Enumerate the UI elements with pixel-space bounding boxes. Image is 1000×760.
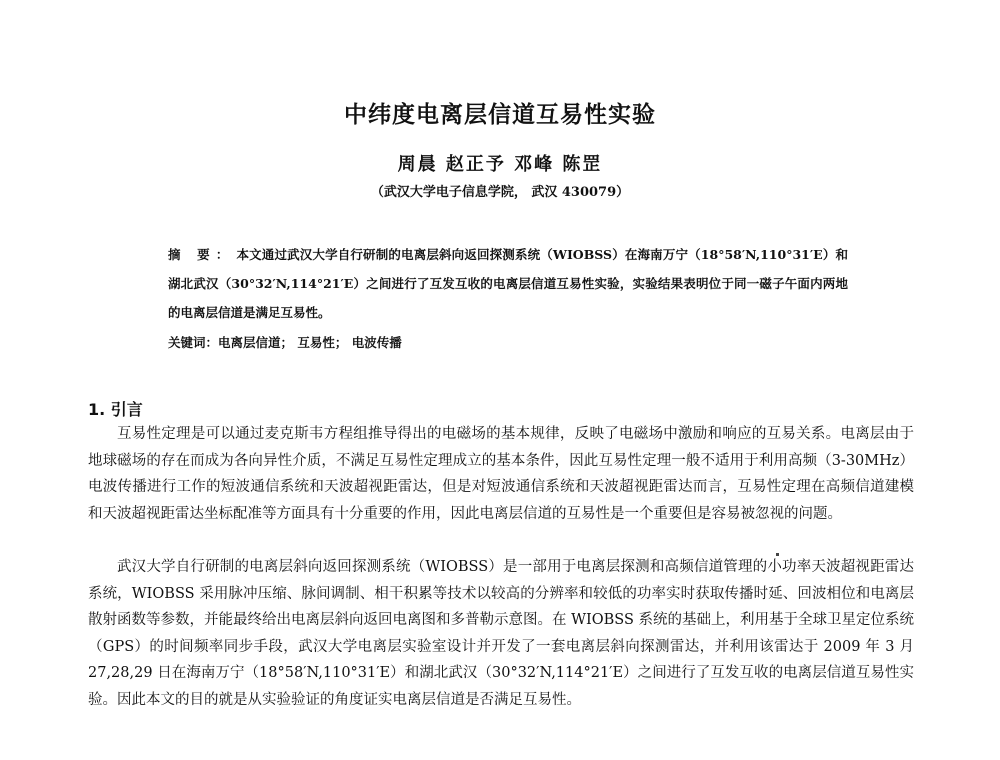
keywords-label: 关键词： [168, 335, 219, 350]
keywords [168, 333, 848, 351]
abstract [168, 240, 848, 327]
abstract-text: 本文通过武汉大学自行研制的电离层斜向返回探测系统（WIOBSS）在海南万宁（18°58′N,110°31′E）和湖北武汉（30°32′N,114°21′E）之间进行了互发互收的电离层信道互易性实验，实验结果表明位于同一磁子午面内两地的电离层信道是满足互易性。 [168, 247, 848, 320]
affiliation: （武汉大学电子信息学院， 武汉 430079） [370, 185, 630, 200]
paper-title: 中纬度电离层信道互易性实验 [344, 102, 656, 128]
abstract-label: 摘 要： [168, 247, 235, 262]
section-heading: 1. 引言 [88, 400, 143, 419]
body-paragraph-2: 武汉大学自行研制的电离层斜向返回探测系统（WIOBSS）是一部用于电离层探测和高频信道管理的小功率天波超视距雷达系统，WIOBSS 采用脉冲压缩、脉间调制、相干积累等技术以较高的分辨率和较低的功率实时获取传播时延、回波相位和电离层散射函数等参数，并能最终给出电离层斜向返回电离图和多普勒示意图。在 WIOBSS 系统的基础上，利用基于全球卫星定位系统（GPS）的时间频率同步手段，武汉大学电离层实验室设计并开发了一套电离层斜向探测雷达，并利用该雷达于 2009 年 3 月 27,28,29 日在海南万宁（18°58′N,110°31′E）和湖北武汉（30°32′N,114°21′E）之间进行了互发互收的电离层信道互易性实验。因此本文的目的就是从实验验证的角度证实电离层信道是否满足互易性。 [88, 559, 914, 708]
body-paragraph-1: 互易性定理是可以通过麦克斯韦方程组推导得出的电磁场的基本规律，反映了电磁场中激励和响应的互易关系。电离层由于地球磁场的存在而成为各向异性介质，不满足互易性定理成立的基本条件，因此互易性定理一般不适用于利用高频（3-30MHz）电波传播进行工作的短波通信系统和天波超视距雷达，但是对短波通信系统和天波超视距雷达而言，互易性定理在高频信道建模和天波超视距雷达坐标配准等方面具有十分重要的作用，因此电离层信道的互易性是一个重要但是容易被忽视的问题。 [88, 426, 914, 522]
authors: 周晨 赵正予 邓峰 陈罡 [397, 154, 603, 175]
keywords-text: 电离层信道； 互易性； 电波传播 [218, 335, 402, 350]
